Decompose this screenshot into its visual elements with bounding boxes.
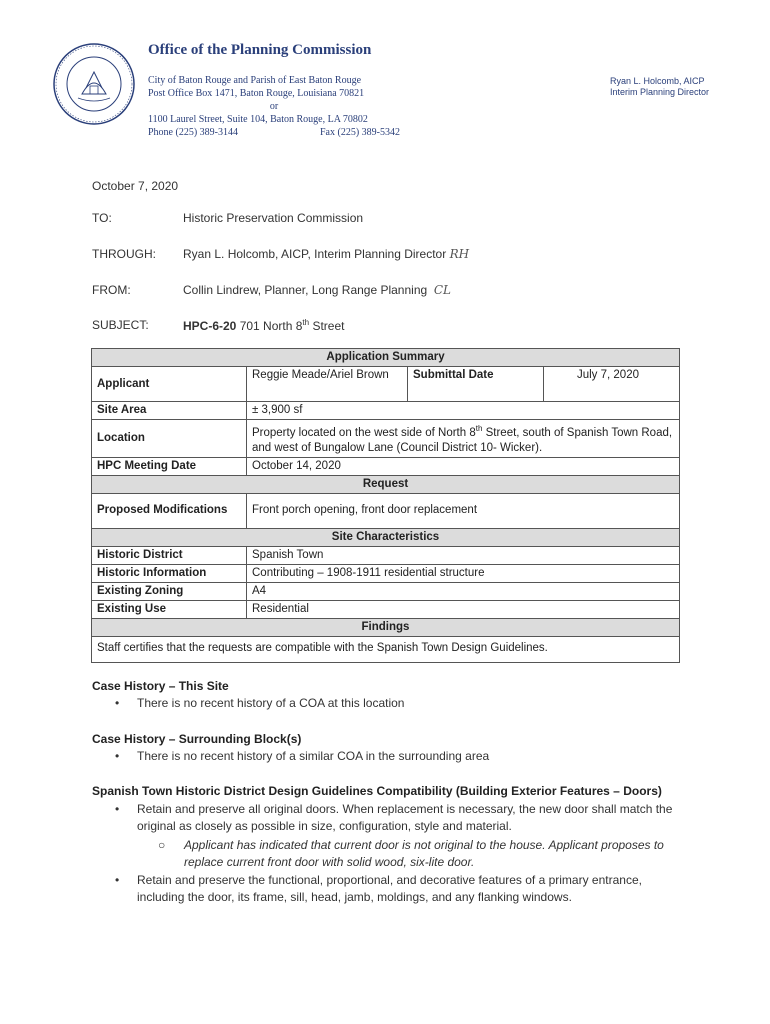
to-label: TO: — [92, 211, 112, 225]
memo-date: October 7, 2020 — [92, 179, 179, 193]
location-label: Location — [92, 420, 247, 458]
table-row — [92, 402, 680, 420]
application-summary-table — [91, 348, 680, 663]
through-value-wrap — [183, 247, 469, 261]
subject-address-post: Street — [312, 319, 345, 333]
case-history-site-title: Case History – This Site — [92, 679, 229, 693]
subject-address-sup: th — [302, 318, 310, 327]
director-name: Ryan L. Holcomb, AICP — [610, 76, 705, 86]
historic-district-value: Spanish Town — [247, 546, 680, 564]
city-parish-seal — [52, 42, 136, 126]
table-row — [92, 546, 680, 564]
table-row — [92, 493, 680, 528]
director-title: Interim Planning Director — [610, 87, 710, 97]
fax-number: Fax (225) 389-5342 — [320, 127, 400, 138]
historic-information-value: Contributing – 1908-1911 residential structure — [247, 564, 680, 582]
hollow-bullet-icon: ○ — [158, 838, 166, 852]
table-row — [92, 564, 680, 582]
location-post: Street, south of Spanish Town Road, and west of Bungalow Lane (Council District 10- Wicker). — [252, 426, 673, 454]
guideline-item-2-text: Retain and preserve the functional, proportional, and decorative features of a primary entrance, including the door, its frame, sill, head, jamb, moldings, and any flanking windows. — [137, 873, 642, 904]
table-row — [92, 457, 680, 475]
case-history-block-text: There is no recent history of a similar COA in the surrounding area — [137, 749, 490, 763]
case-history-site-item — [115, 695, 685, 712]
guideline-subitem-1-text: Applicant has indicated that current door is not original to the house. Applicant proposes to replace current front door with solid wood, six-lite door. — [184, 838, 664, 869]
through-label: THROUGH: — [92, 247, 156, 261]
bullet-icon: • — [115, 696, 120, 710]
from-label: FROM: — [92, 283, 131, 297]
through-value: Ryan L. Holcomb, AICP, Interim Planning Director — [183, 247, 447, 261]
table-row — [92, 475, 680, 493]
site-characteristics-header: Site Characteristics — [92, 528, 680, 546]
table-row — [92, 618, 680, 636]
location-sup: th — [475, 424, 483, 433]
subject-address-pre: 701 North 8 — [239, 319, 303, 333]
bullet-icon: • — [115, 873, 120, 887]
findings-value: Staff certifies that the requests are compatible with the Spanish Town Design Guidelines. — [92, 636, 680, 662]
office-title: Office of the Planning Commission — [148, 42, 372, 58]
case-history-block-title: Case History – Surrounding Block(s) — [92, 732, 302, 746]
table-row — [92, 349, 680, 367]
submittal-label: Submittal Date — [408, 367, 544, 402]
historic-information-label: Historic Information — [92, 564, 247, 582]
phone-fax-line — [148, 126, 400, 139]
case-history-block-item — [115, 748, 685, 765]
table-row — [92, 600, 680, 618]
guideline-item-1-text: Retain and preserve all original doors. When replacement is necessary, the new door shall match the original as closely as possible in size, configuration, style and material. — [137, 802, 673, 833]
bullet-icon: • — [115, 749, 120, 763]
guideline-subitem-1 — [158, 837, 688, 871]
director-block — [610, 76, 714, 98]
guidelines-title: Spanish Town Historic District Design Guidelines Compatibility (Building Exterior Features – Doors) — [92, 784, 662, 798]
existing-use-value: Residential — [247, 600, 680, 618]
case-history-site-text: There is no recent history of a COA at this location — [137, 696, 405, 710]
meeting-date-label: HPC Meeting Date — [92, 457, 247, 475]
table-row — [92, 367, 680, 402]
application-summary-header: Application Summary — [92, 349, 680, 367]
to-value: Historic Preservation Commission — [183, 211, 364, 225]
historic-district-label: Historic District — [92, 546, 247, 564]
site-area-label: Site Area — [92, 402, 247, 420]
location-value — [247, 420, 680, 458]
meeting-date-value: October 14, 2020 — [247, 457, 680, 475]
applicant-value: Reggie Meade/Ariel Brown — [247, 367, 408, 402]
from-value: Collin Lindrew, Planner, Long Range Planning — [183, 283, 428, 297]
site-area-value: ± 3,900 sf — [247, 402, 680, 420]
guideline-item-2 — [115, 872, 685, 906]
from-value-wrap — [183, 283, 451, 297]
table-row — [92, 528, 680, 546]
table-row — [92, 582, 680, 600]
from-initials: CL — [433, 283, 451, 297]
subject-code: HPC-6-20 — [183, 319, 237, 333]
location-pre: Property located on the west side of North 8 — [252, 426, 476, 439]
table-row — [92, 420, 680, 458]
through-initials: RH — [449, 247, 470, 261]
existing-use-label: Existing Use — [92, 600, 247, 618]
request-header: Request — [92, 475, 680, 493]
proposed-modifications-label: Proposed Modifications — [92, 493, 247, 528]
phone-number: Phone (225) 389-3144 — [148, 127, 238, 138]
subject-label: SUBJECT: — [92, 318, 149, 332]
guideline-item-1 — [115, 801, 685, 835]
table-row — [92, 636, 680, 662]
address-line-3: or — [269, 101, 279, 112]
address-line-4: 1100 Laurel Street, Suite 104, Baton Rouge, LA 70802 — [148, 114, 368, 125]
existing-zoning-value: A4 — [247, 582, 680, 600]
subject-value — [183, 318, 344, 333]
findings-header: Findings — [92, 618, 680, 636]
applicant-label: Applicant — [92, 367, 247, 402]
proposed-modifications-value: Front porch opening, front door replacement — [247, 493, 680, 528]
submittal-value: July 7, 2020 — [544, 367, 680, 402]
office-address — [148, 74, 400, 139]
bullet-icon: • — [115, 802, 120, 816]
address-line-1: City of Baton Rouge and Parish of East Baton Rouge — [148, 75, 362, 86]
existing-zoning-label: Existing Zoning — [92, 582, 247, 600]
address-line-2: Post Office Box 1471, Baton Rouge, Louisiana 70821 — [148, 88, 365, 99]
